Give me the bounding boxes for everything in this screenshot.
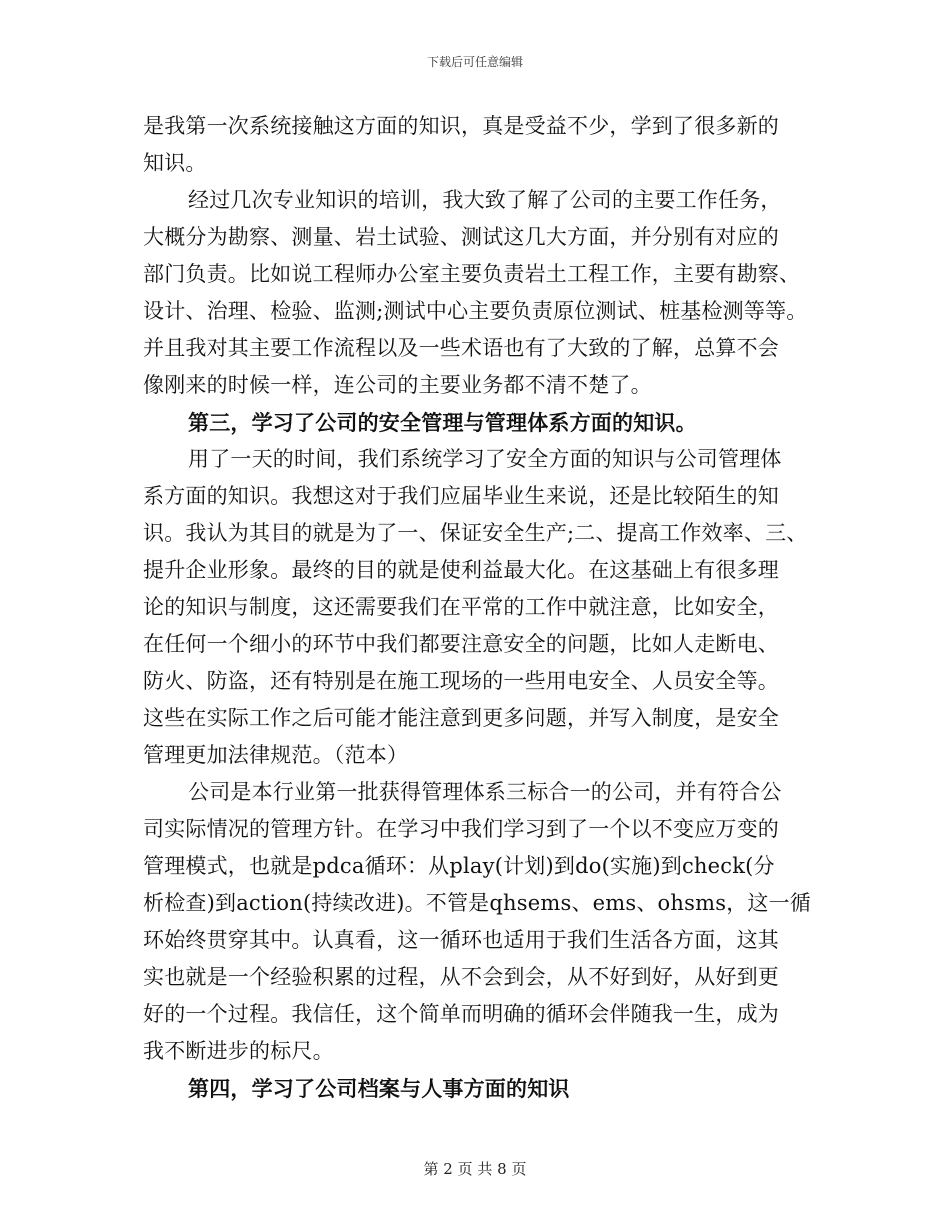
text-line: 析检查)到action(持续改进)。不管是qhsems、ems、ohsms，这一循 bbox=[143, 891, 811, 915]
text-line: 并且我对其主要工作流程以及一些术语也有了大致的了解，总算不会 bbox=[143, 336, 779, 360]
text-line: 部门负责。比如说工程师办公室主要负责岩土工程工作，主要有勘察、 bbox=[143, 262, 801, 286]
text-line: 是我第一次系统接触这方面的知识，真是受益不少，学到了很多新的 bbox=[143, 114, 779, 138]
text-line: 论的知识与制度，这还需要我们在平常的工作中就注意，比如安全， bbox=[143, 595, 779, 619]
text-line: 像刚来的时候一样，连公司的主要业务都不清不楚了。 bbox=[143, 373, 652, 397]
text-line: 系方面的知识。我想这对于我们应届毕业生来说，还是比较陌生的知 bbox=[143, 484, 779, 508]
text-line: 用了一天的时间，我们系统学习了安全方面的知识与公司管理体 bbox=[188, 447, 782, 471]
text-line: 管理更加法律规范。（范本） bbox=[143, 743, 409, 767]
text-line: 设计、治理、检验、监测;测试中心主要负责原位测试、桩基检测等等。 bbox=[143, 299, 808, 323]
text-line: 大概分为勘察、测量、岩土试验、测试这几大方面，并分别有对应的 bbox=[143, 225, 779, 249]
text-line: 我不断进步的标尺。 bbox=[143, 1039, 334, 1063]
page-footer: 第 2 页 共 8 页 bbox=[423, 1160, 527, 1178]
text-line: 公司是本行业第一批获得管理体系三标合一的公司，并有符合公 bbox=[188, 780, 782, 804]
text-line: 防火、防盗，还有特别是在施工现场的一些用电安全、人员安全等。 bbox=[143, 669, 779, 693]
section-heading: 第三，学习了公司的安全管理与管理体系方面的知识。 bbox=[188, 410, 697, 435]
text-line: 在任何一个细小的环节中我们都要注意安全的问题，比如人走断电、 bbox=[143, 632, 779, 656]
document-body bbox=[143, 108, 833, 1107]
text-line: 提升企业形象。最终的目的就是使利益最大化。在这基础上有很多理 bbox=[143, 558, 779, 582]
page-header: 下载后可任意编辑 bbox=[426, 55, 523, 69]
text-line: 这些在实际工作之后可能才能注意到更多问题，并写入制度，是安全 bbox=[143, 706, 779, 730]
text-line: 好的一个过程。我信任，这个简单而明确的循环会伴随我一生，成为 bbox=[143, 1002, 779, 1026]
text-line: 实也就是一个经验积累的过程，从不会到会，从不好到好，从好到更 bbox=[143, 965, 779, 989]
text-line: 管理模式，也就是pdca循环：从play(计划)到do(实施)到check(分 bbox=[143, 854, 775, 878]
text-line: 识。我认为其目的就是为了一、保证安全生产;二、提高工作效率、三、 bbox=[143, 521, 808, 545]
section-heading: 第四，学习了公司档案与人事方面的知识 bbox=[188, 1076, 570, 1101]
text-line: 司实际情况的管理方针。在学习中我们学习到了一个以不变应万变的 bbox=[143, 817, 779, 841]
text-line: 环始终贯穿其中。认真看，这一循环也适用于我们生活各方面，这其 bbox=[143, 928, 779, 952]
text-line: 经过几次专业知识的培训，我大致了解了公司的主要工作任务， bbox=[188, 188, 782, 212]
text-line: 知识。 bbox=[143, 151, 207, 175]
